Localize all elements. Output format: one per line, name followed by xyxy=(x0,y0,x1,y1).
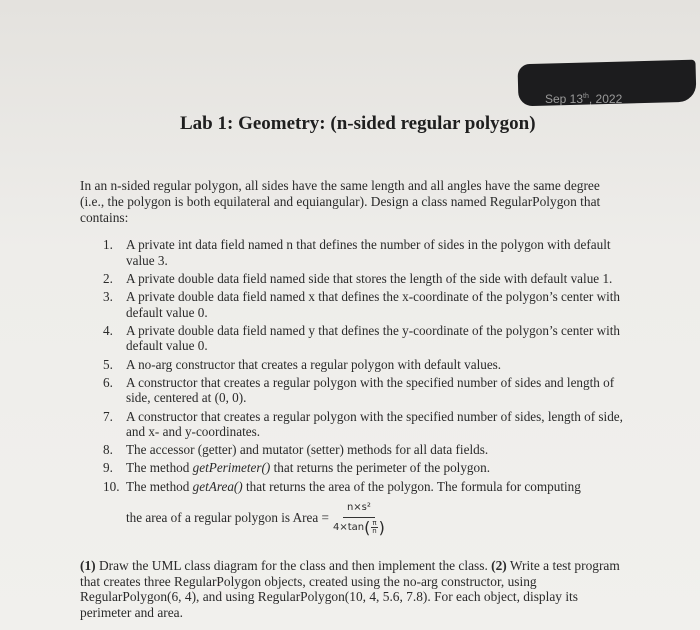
formula-numerator: n×s² xyxy=(343,500,375,518)
list-item: 6. A constructor that creates a regular polygon with the specified number of sides and length of side, centered at (0, 0). xyxy=(103,374,615,406)
page-title: Lab 1: Geometry: (n-sided regular polygon) xyxy=(180,113,536,134)
list-item: 5. A no-arg constructor that creates a regular polygon with default values. xyxy=(103,356,502,372)
method-name: getPerimeter() xyxy=(192,460,271,476)
list-item: 2. A private double data field named side that stores the length of the side with default value 1. xyxy=(103,270,613,286)
list-item: 7. A constructor that creates a regular polygon with the specified number of sides, length of side, and x- and y-coordinates. xyxy=(103,408,623,440)
list-item: 4. A private double data field named y that defines the y-coordinate of the polygon’s center with default value 0. xyxy=(103,322,621,354)
formula-fraction xyxy=(333,500,385,535)
formula-prefix: the area of a regular polygon is Area = xyxy=(126,510,329,526)
requirements-list xyxy=(103,237,625,538)
task-paragraph: (1) Draw the UML class diagram for the class and then implement the class. (2) Write a test program that creates three RegularPolygon objects, created using the no-arg constructor, using RegularPolygon(6, 4), and using RegularPolygon(10, 4, 5.6, 7.8). For each object, display its perimeter and area. xyxy=(80,558,620,620)
list-item: 8. The accessor (getter) and mutator (setter) methods for all data fields. xyxy=(103,442,489,458)
list-item: 9. The method getPerimeter() that returns the perimeter of the polygon. xyxy=(103,460,491,476)
formula-denominator: 4×tan ( $\frac{\pi}{n}$ ) xyxy=(332,517,385,537)
list-item: 1. A private int data field named n that defines the number of sides in the polygon with default value 3. xyxy=(103,237,611,268)
list-item: 10. The method getArea() that returns the area of the polygon. The formula for computing the area of a regular polygon is Area = n×s² 4×tan ( $\frac{\pi}{n}$ ) xyxy=(103,479,625,536)
list-item: 3. A private double data field named x that defines the x-coordinate of the polygon’s center with default value 0. xyxy=(103,288,621,320)
intro-paragraph: In an n-sided regular polygon, all sides have the same length and all angles have the same degree (i.e., the polygon is both equilateral and equiangular). Design a class named RegularPolygon that contains: xyxy=(80,178,601,225)
area-formula xyxy=(126,500,625,535)
method-name: getArea() xyxy=(192,478,243,494)
date-label: Sep 13th, 2022 xyxy=(545,92,623,106)
